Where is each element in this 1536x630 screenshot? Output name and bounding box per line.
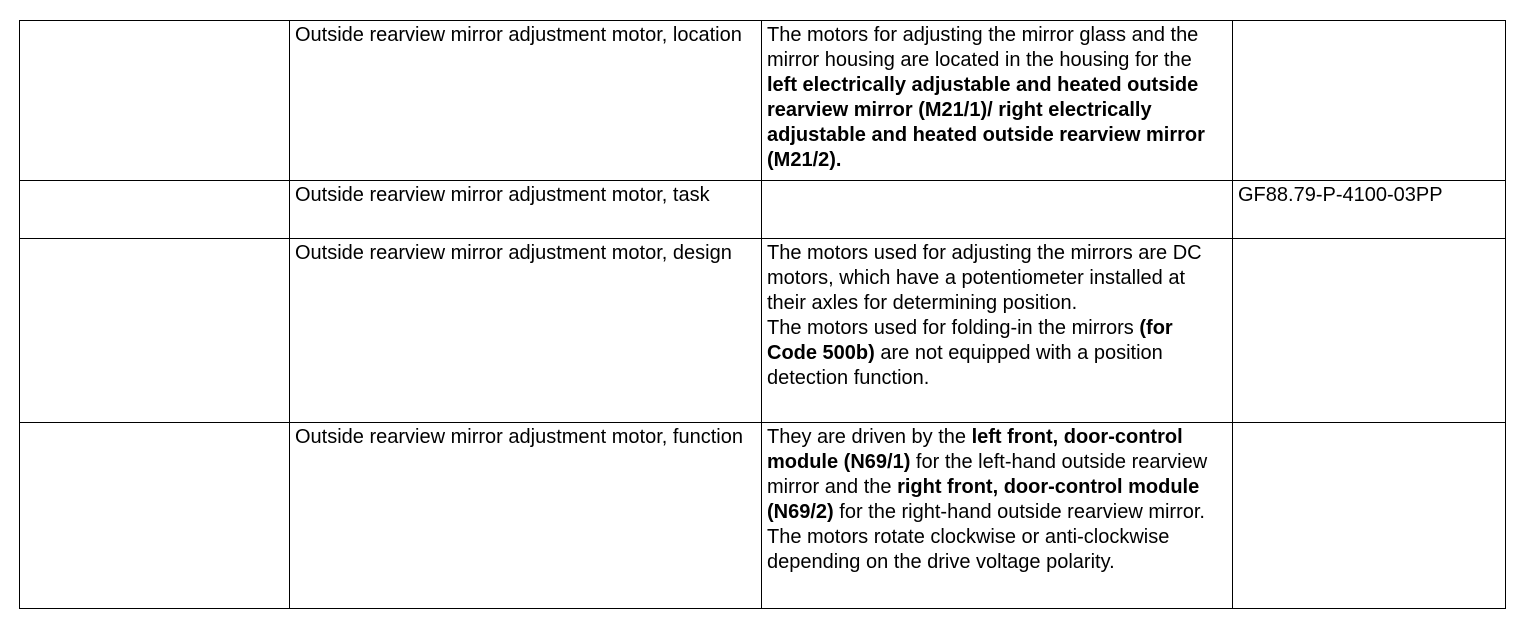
- text-run: for the left-hand outside rearview mirror and the: [767, 451, 1208, 498]
- bold-text-run: left electrically adjustable and heated outside rearview mirror (M21/1)/ right electrically adjustable and heated outside rearview mirror (M21/2).: [767, 74, 1205, 171]
- row-4-description-cell: [762, 423, 1233, 609]
- text-run: They are driven by the: [767, 426, 972, 448]
- table-row: [20, 21, 1506, 181]
- table-row: [20, 181, 1506, 239]
- bold-text-run: right front, door-control module (N69/2): [767, 476, 1200, 523]
- bold-text-run: left front, door-control module (N69/1): [767, 426, 1183, 473]
- row-1-blank-cell: [20, 21, 290, 181]
- table-row: [20, 239, 1506, 423]
- bold-text-run: (for Code 500b): [767, 317, 1173, 364]
- description-paragraph: [767, 425, 1227, 575]
- text-run: The motors for adjusting the mirror glass and the mirror housing are located in the housing for the: [767, 24, 1199, 71]
- row-3-component-cell: Outside rearview mirror adjustment motor, design: [290, 239, 762, 423]
- row-2-component-cell: Outside rearview mirror adjustment motor, task: [290, 181, 762, 239]
- row-2-reference-link[interactable]: GF88.79-P-4100-03PP: [1233, 181, 1506, 239]
- text-run: are not equipped with a position detection function.: [767, 342, 1163, 389]
- document-table: [19, 20, 1506, 609]
- description-paragraph: [767, 241, 1227, 316]
- row-1-component-cell: Outside rearview mirror adjustment motor, location: [290, 21, 762, 181]
- table-row: [20, 423, 1506, 609]
- row-1-reference-cell: [1233, 21, 1506, 181]
- text-run: for the right-hand outside rearview mirror. The motors rotate clockwise or anti-clockwise depending on the drive voltage polarity.: [767, 501, 1205, 573]
- row-2-blank-cell: [20, 181, 290, 239]
- row-1-description-cell: [762, 21, 1233, 181]
- description-paragraph: [767, 23, 1227, 173]
- row-4-reference-cell: [1233, 423, 1506, 609]
- row-3-description-cell: [762, 239, 1233, 423]
- row-2-description-cell: [762, 181, 1233, 239]
- row-3-blank-cell: [20, 239, 290, 423]
- row-4-blank-cell: [20, 423, 290, 609]
- row-4-component-cell: Outside rearview mirror adjustment motor, function: [290, 423, 762, 609]
- text-run: The motors used for folding-in the mirrors: [767, 317, 1140, 339]
- row-3-reference-cell: [1233, 239, 1506, 423]
- description-paragraph: [767, 316, 1227, 391]
- text-run: The motors used for adjusting the mirrors are DC motors, which have a potentiometer installed at their axles for determining position.: [767, 242, 1202, 314]
